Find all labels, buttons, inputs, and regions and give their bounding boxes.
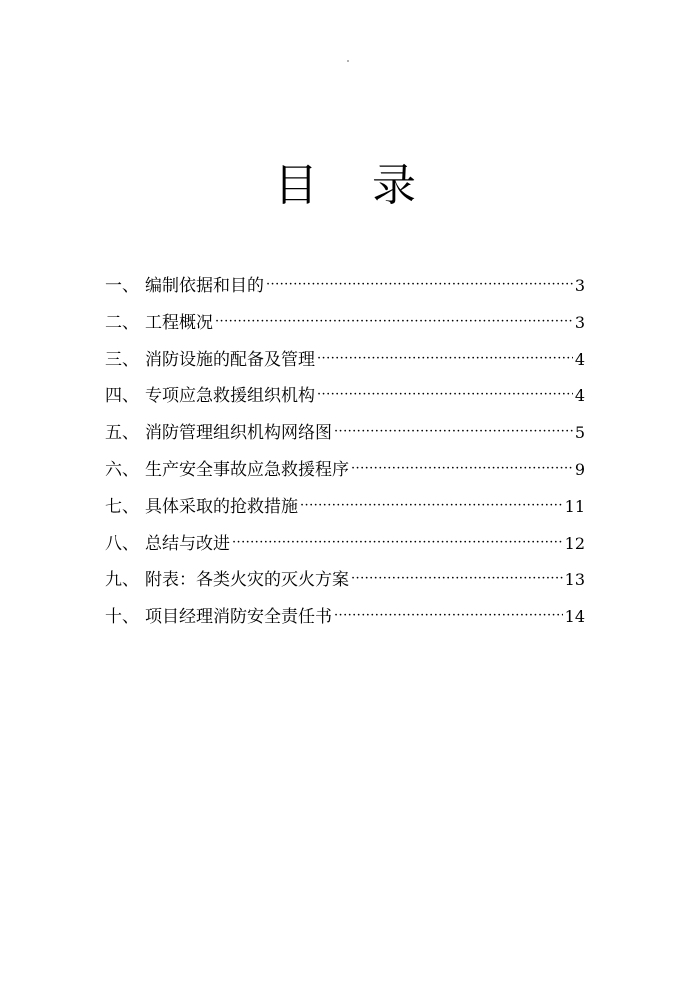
toc-leader-dots xyxy=(300,492,563,520)
toc-entry[interactable] xyxy=(105,603,585,640)
toc-entry-page: 9 xyxy=(574,459,585,479)
toc-entry-page: 11 xyxy=(564,496,585,516)
scan-speck xyxy=(347,60,349,62)
toc-entry-page: 14 xyxy=(564,607,585,627)
toc-entry-title: 专项应急救援组织机构 xyxy=(145,386,315,407)
toc-entry-title: 生产安全事故应急救援程序 xyxy=(145,459,349,480)
toc-entry-number: 六、 xyxy=(105,459,139,480)
toc-entry-number: 一、 xyxy=(105,276,139,296)
toc-entry[interactable] xyxy=(105,309,585,346)
table-of-contents xyxy=(105,272,585,640)
toc-leader-dots xyxy=(334,418,573,446)
toc-entry-title: 消防设施的配备及管理 xyxy=(145,349,315,370)
toc-leader-dots xyxy=(215,308,573,336)
toc-leader-dots xyxy=(317,345,573,373)
toc-entry-page: 4 xyxy=(574,349,585,369)
toc-entry-title: 工程概况 xyxy=(145,312,213,333)
toc-entry-number: 十、 xyxy=(105,607,139,628)
toc-entry-page: 4 xyxy=(574,386,585,406)
toc-entry-page: 5 xyxy=(574,423,585,443)
toc-entry-page: 3 xyxy=(574,312,585,332)
toc-entry-number: 五、 xyxy=(105,423,139,444)
toc-leader-dots xyxy=(232,529,563,557)
toc-entry[interactable] xyxy=(105,456,585,493)
toc-entry-page: 12 xyxy=(564,533,585,553)
toc-entry[interactable] xyxy=(105,382,585,419)
toc-leader-dots xyxy=(317,381,573,409)
toc-entry[interactable] xyxy=(105,493,585,530)
toc-leader-dots xyxy=(351,565,563,593)
toc-entry[interactable] xyxy=(105,530,585,567)
toc-entry-title: 编制依据和目的 xyxy=(145,276,264,296)
toc-entry-number: 八、 xyxy=(105,533,139,554)
toc-entry-title: 总结与改进 xyxy=(145,533,230,554)
toc-entry-number: 二、 xyxy=(105,312,139,333)
toc-entry-number: 四、 xyxy=(105,386,139,407)
toc-entry-title: 具体采取的抢救措施 xyxy=(145,496,298,517)
toc-entry[interactable] xyxy=(105,346,585,383)
toc-entry[interactable] xyxy=(105,272,585,309)
toc-leader-dots xyxy=(351,455,573,483)
toc-entry-page: 13 xyxy=(564,570,585,590)
page-title: 目 录 xyxy=(274,160,436,211)
toc-entry[interactable] xyxy=(105,419,585,456)
toc-entry-number: 九、 xyxy=(105,570,139,591)
toc-leader-dots xyxy=(334,602,563,630)
toc-entry-title: 项目经理消防安全责任书 xyxy=(145,607,332,628)
toc-entry-page: 3 xyxy=(574,276,585,295)
toc-entry-number: 七、 xyxy=(105,496,139,517)
toc-entry-title: 消防管理组织机构网络图 xyxy=(145,423,332,444)
toc-entry[interactable] xyxy=(105,566,585,603)
toc-leader-dots xyxy=(266,271,573,299)
toc-entry-title: 附表：各类火灾的灭火方案 xyxy=(145,570,349,591)
toc-entry-number: 三、 xyxy=(105,349,139,370)
